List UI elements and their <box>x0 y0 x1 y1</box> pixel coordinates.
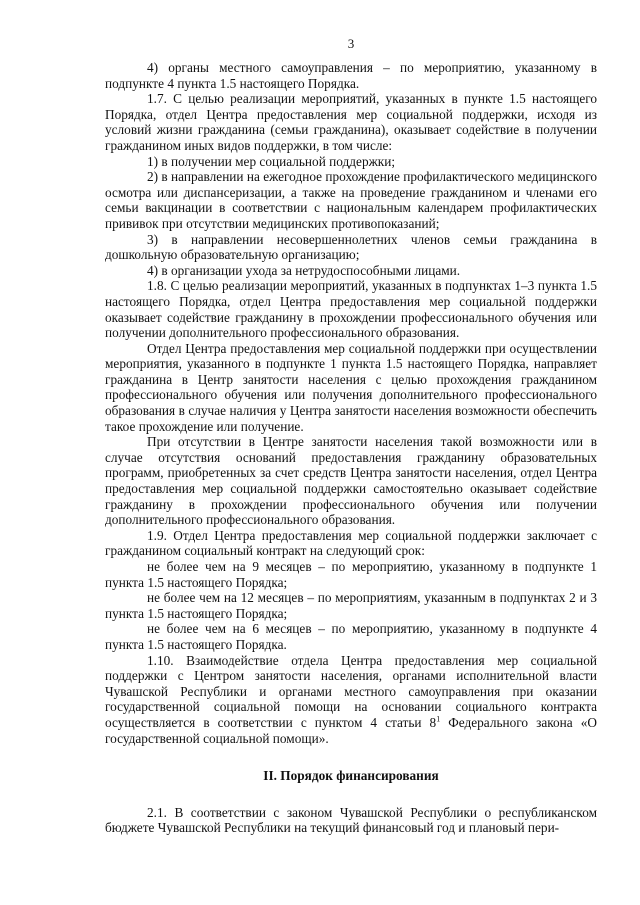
paragraph-1-7: 1.7. С целью реализации мероприятий, указанных в пункте 1.5 настоящего Порядка, отдел Центра предоставления мер социальной поддержки, исходя из условий жизни гражданина (семьи гражданина), оказывает содействие в получении гражданином иных видов поддержки, в том числе: <box>105 91 597 153</box>
page-number: 3 <box>347 36 355 51</box>
list-item-3: 3) в направлении несовершеннолетних членов семьи гражданина в дошкольную образовательную организацию; <box>105 231 597 263</box>
paragraph-1-9: 1.9. Отдел Центра предоставления мер социальной поддержки заключает с гражданином социальный контракт на следующий срок: <box>105 527 597 559</box>
paragraph-1-8: 1.8. С целью реализации мероприятий, указанных в подпунктах 1–3 пункта 1.5 настоящего Порядка, отдел Центра предоставления мер социальной поддержки оказывает содействие гражданину в прохождении профессионального обучения или получении дополнительного профессионального образования. <box>105 278 597 341</box>
document-page <box>105 0 597 905</box>
document-body <box>105 60 597 836</box>
paragraph-1-10-text: 1.10. Взаимодействие отдела Центра предоставления мер социальной поддержки с Центром занятости населения, органами исполнительной власти Чувашской Республики и органами местного самоуправления при оказании государственной социальной помощи на основании социального контракта осуществляется в соответствии с пунктом 4 статьи 8 <box>105 652 597 730</box>
superscript-marker: 1 <box>436 714 441 724</box>
list-item-2: 2) в направлении на ежегодное прохождение профилактического медицинского осмотра или диспансеризации, а также на проведение гражданином и членами его семьи вакцинации в соответствии с национальным календарем профилактических прививок при отсутствии медицинских противопоказаний; <box>105 169 597 231</box>
section-heading: II. Порядок финансирования <box>263 768 439 784</box>
term-6-months: не более чем на 6 месяцев – по мероприятию, указанному в подпункте 4 пункта 1.5 настоящего Порядка. <box>105 621 597 652</box>
paragraph-2-1: 2.1. В соответствии с законом Чувашской Республики о республиканском бюджете Чувашской Республики на текущий финансовый год и плановый пери- <box>105 804 597 836</box>
list-item-4: 4) в организации ухода за нетрудоспособными лицами. <box>147 262 461 278</box>
paragraph-no-opportunity: При отсутствии в Центре занятости населения такой возможности или в случае отсутствия оснований предоставления гражданину образовательных программ, приобретенных за счет средств Центра занятости населения, отдел Центра предоставления мер социальной поддержки самостоятельно оказывает содействие гражданину в прохождении профессионального обучения или получении дополнительного профессионального образования. <box>105 434 597 528</box>
paragraph-1-10 <box>105 653 597 747</box>
paragraph-4-local-government: 4) органы местного самоуправления – по мероприятию, указанному в подпункте 4 пункта 1.5 настоящего Порядка. <box>105 60 597 91</box>
term-9-months: не более чем на 9 месяцев – по мероприятию, указанному в подпункте 1 пункта 1.5 настоящего Порядка; <box>105 559 597 590</box>
paragraph-employment-center: Отдел Центра предоставления мер социальной поддержки при осуществлении мероприятия, указанного в подпункте 1 пункта 1.5 настоящего Порядка, направляет гражданина в Центр занятости населения с целью прохождения гражданином профессионального обучения или получения дополнительного профессионального образования в случае наличия у Центра занятости населения возможности обеспечить такое прохождение или получение. <box>105 340 597 434</box>
term-12-months: не более чем на 12 месяцев – по мероприятиям, указанным в подпунктах 2 и 3 пункта 1.5 настоящего Порядка; <box>105 590 597 621</box>
paragraph-1-10-tail: Федерального закона «О государственной социальной помощи». <box>105 714 597 746</box>
list-item-1: 1) в получении мер социальной поддержки; <box>147 153 396 169</box>
